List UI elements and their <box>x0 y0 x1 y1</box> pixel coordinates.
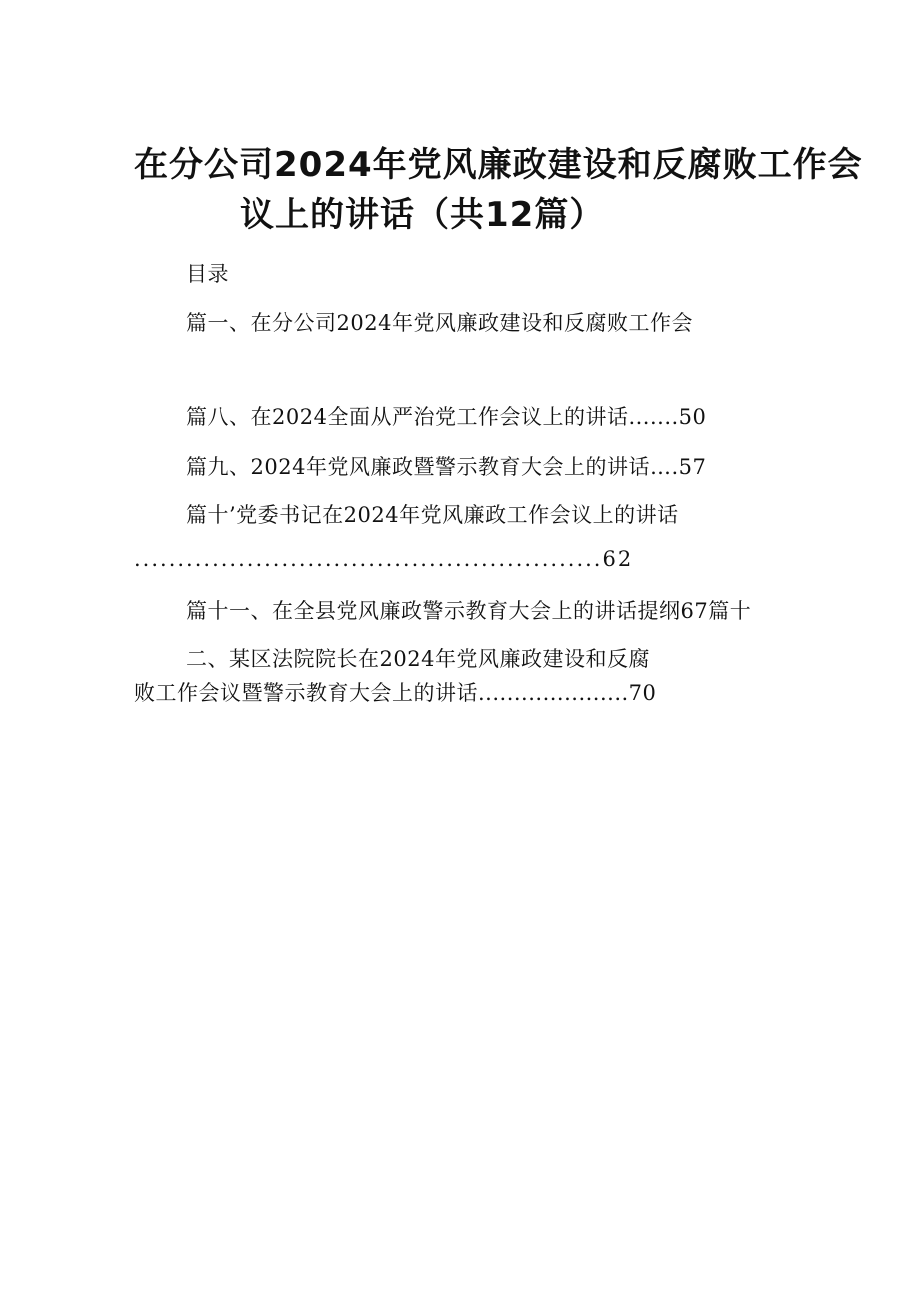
toc-entry-10-leader: ......................................................62 <box>134 547 634 571</box>
toc-entry-8: 篇八、在2024全面从严治党工作会议上的讲话.......50 <box>186 405 707 429</box>
toc-entry-9: 篇九、2024年党风廉政暨警示教育大会上的讲话….57 <box>186 455 707 479</box>
document-title-line-2: 议上的讲话（共12篇） <box>240 195 605 235</box>
toc-entry-12-line-1: 二、某区法院院长在2024年党风廉政建设和反腐 <box>186 647 650 671</box>
document-title-line-1: 在分公司2024年党风廉政建设和反腐败工作会 <box>134 145 863 185</box>
toc-entry-11: 篇十一、在全县党风廉政警示教育大会上的讲话提纲67篇十 <box>186 599 752 623</box>
toc-entry-1: 篇一、在分公司2024年党风廉政建设和反腐败工作会 <box>186 311 693 335</box>
toc-entry-12-line-2: 败工作会议暨警示教育大会上的讲话.....................70 <box>134 681 657 705</box>
toc-heading: 目录 <box>186 262 229 286</box>
toc-entry-10: 篇十’党委书记在2024年党风廉政工作会议上的讲话 <box>186 503 679 527</box>
